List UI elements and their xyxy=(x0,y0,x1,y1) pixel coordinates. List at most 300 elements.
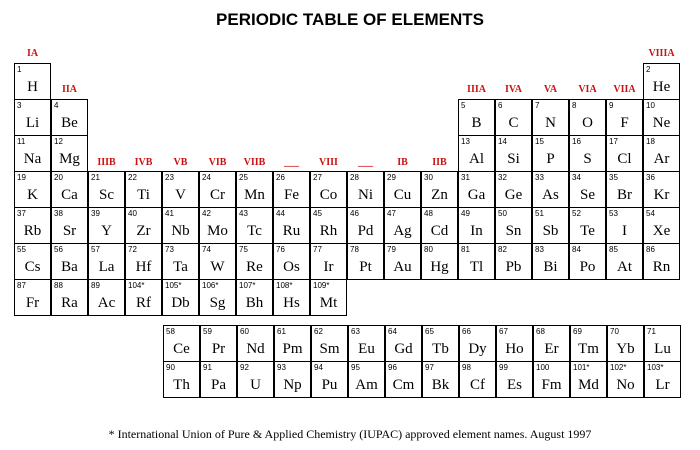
element-symbol: Mn xyxy=(244,187,265,203)
element-symbol: Sb xyxy=(542,223,559,239)
element-symbol: Re xyxy=(246,259,263,275)
atomic-number: 100 xyxy=(536,363,550,372)
atomic-number: 77 xyxy=(313,245,322,254)
atomic-number: 105* xyxy=(165,281,182,290)
element-cell xyxy=(569,243,606,280)
atomic-number: 42 xyxy=(202,209,211,218)
group-label: IIIB xyxy=(97,157,116,168)
atomic-number: 95 xyxy=(351,363,360,372)
atomic-number: 51 xyxy=(535,209,544,218)
element-symbol: Ti xyxy=(137,187,150,203)
group-label: IVA xyxy=(504,84,523,95)
element-symbol: Db xyxy=(171,295,190,311)
element-symbol: Se xyxy=(580,187,595,203)
element-symbol: Si xyxy=(507,151,520,167)
element-symbol: I xyxy=(622,223,627,239)
atomic-number: 88 xyxy=(54,281,63,290)
element-symbol: He xyxy=(652,79,671,95)
atomic-number: 29 xyxy=(387,173,396,182)
atomic-number: 9 xyxy=(609,101,614,110)
element-cell xyxy=(236,279,273,316)
element-cell xyxy=(495,135,532,172)
element-cell xyxy=(495,243,532,280)
atomic-number: 57 xyxy=(91,245,100,254)
element-cell xyxy=(643,63,680,100)
element-symbol: Er xyxy=(544,341,559,357)
element-symbol: Ce xyxy=(173,341,190,357)
element-cell xyxy=(162,171,199,208)
atomic-number: 101* xyxy=(573,363,590,372)
footnote: * International Union of Pure & Applied Chemistry (IUPAC) approved element names. August 1997 xyxy=(108,427,592,441)
atomic-number: 5 xyxy=(461,101,466,110)
atomic-number: 59 xyxy=(203,327,212,336)
element-symbol: Ir xyxy=(323,259,334,275)
atomic-number: 8 xyxy=(572,101,577,110)
element-cell xyxy=(570,361,607,398)
atomic-number: 7 xyxy=(535,101,540,110)
atomic-number: 6 xyxy=(498,101,503,110)
element-symbol: Li xyxy=(25,115,40,131)
element-cell xyxy=(532,135,569,172)
element-cell xyxy=(606,243,643,280)
element-symbol: Hf xyxy=(135,259,152,275)
element-cell xyxy=(273,243,310,280)
atomic-number: 66 xyxy=(462,327,471,336)
atomic-number: 83 xyxy=(535,245,544,254)
element-cell xyxy=(643,99,680,136)
element-symbol: Ca xyxy=(61,187,78,203)
element-symbol: Xe xyxy=(652,223,671,239)
element-symbol: Cl xyxy=(617,151,632,167)
element-cell xyxy=(569,207,606,244)
element-cell xyxy=(199,207,236,244)
element-symbol: Th xyxy=(173,377,190,393)
element-symbol: Mt xyxy=(319,295,338,311)
atomic-number: 62 xyxy=(314,327,323,336)
element-symbol: Ho xyxy=(505,341,524,357)
group-label: ___ xyxy=(284,157,299,168)
group-label: IIIA xyxy=(467,84,486,95)
atomic-number: 72 xyxy=(128,245,137,254)
element-cell xyxy=(347,243,384,280)
atomic-number: 52 xyxy=(572,209,581,218)
element-cell xyxy=(459,361,496,398)
atomic-number: 18 xyxy=(646,137,655,146)
element-symbol: K xyxy=(27,187,38,203)
atomic-number: 75 xyxy=(239,245,248,254)
atomic-number: 10 xyxy=(646,101,655,110)
atomic-number: 104* xyxy=(128,281,145,290)
element-symbol: As xyxy=(542,187,559,203)
element-cell xyxy=(125,207,162,244)
element-symbol: Y xyxy=(101,223,112,239)
element-cell xyxy=(88,279,125,316)
element-symbol: Sg xyxy=(209,295,226,311)
element-cell xyxy=(458,135,495,172)
element-symbol: Tb xyxy=(432,341,449,357)
element-cell xyxy=(237,325,274,362)
element-cell xyxy=(236,243,273,280)
element-symbol: Pm xyxy=(282,341,303,357)
element-cell xyxy=(532,99,569,136)
element-cell xyxy=(51,279,88,316)
element-symbol: B xyxy=(471,115,482,131)
atomic-number: 82 xyxy=(498,245,507,254)
element-symbol: La xyxy=(98,259,115,275)
element-cell xyxy=(569,135,606,172)
atomic-number: 76 xyxy=(276,245,285,254)
element-cell xyxy=(163,361,200,398)
element-symbol: Es xyxy=(507,377,522,393)
group-label: VIIIA xyxy=(648,48,675,59)
atomic-number: 73 xyxy=(165,245,174,254)
element-cell xyxy=(199,171,236,208)
atomic-number: 85 xyxy=(609,245,618,254)
element-cell xyxy=(384,243,421,280)
atomic-number: 80 xyxy=(424,245,433,254)
element-symbol: Rb xyxy=(23,223,42,239)
atomic-number: 12 xyxy=(54,137,63,146)
element-cell xyxy=(51,243,88,280)
element-symbol: Nb xyxy=(171,223,190,239)
element-symbol: Md xyxy=(578,377,599,393)
atomic-number: 3 xyxy=(17,101,22,110)
atomic-number: 19 xyxy=(17,173,26,182)
element-cell xyxy=(644,325,681,362)
group-label: IIA xyxy=(61,84,77,95)
element-cell xyxy=(125,243,162,280)
group-label: VB xyxy=(173,157,188,168)
element-symbol: Np xyxy=(283,377,302,393)
element-cell xyxy=(569,171,606,208)
element-symbol: F xyxy=(620,115,629,131)
element-symbol: W xyxy=(210,259,225,275)
group-label: IA xyxy=(26,48,39,59)
atomic-number: 54 xyxy=(646,209,655,218)
atomic-number: 17 xyxy=(609,137,618,146)
atomic-number: 30 xyxy=(424,173,433,182)
element-symbol: Bi xyxy=(543,259,558,275)
element-symbol: Tc xyxy=(247,223,262,239)
element-cell xyxy=(14,63,51,100)
element-cell xyxy=(569,99,606,136)
element-cell xyxy=(385,361,422,398)
element-symbol: Bk xyxy=(431,377,450,393)
element-symbol: Eu xyxy=(358,341,375,357)
element-cell xyxy=(14,171,51,208)
element-symbol: Zn xyxy=(431,187,448,203)
group-label: VA xyxy=(543,84,558,95)
element-symbol: Ar xyxy=(653,151,670,167)
element-symbol: Te xyxy=(580,223,595,239)
element-cell xyxy=(236,171,273,208)
atomic-number: 67 xyxy=(499,327,508,336)
group-label: VIB xyxy=(208,157,227,168)
atomic-number: 91 xyxy=(203,363,212,372)
element-cell xyxy=(14,207,51,244)
atomic-number: 4 xyxy=(54,101,59,110)
element-symbol: Pa xyxy=(211,377,226,393)
element-cell xyxy=(125,279,162,316)
atomic-number: 41 xyxy=(165,209,174,218)
atomic-number: 38 xyxy=(54,209,63,218)
element-cell xyxy=(643,207,680,244)
atomic-number: 15 xyxy=(535,137,544,146)
atomic-number: 98 xyxy=(462,363,471,372)
element-cell xyxy=(496,325,533,362)
element-symbol: N xyxy=(545,115,556,131)
element-cell xyxy=(421,171,458,208)
element-cell xyxy=(532,207,569,244)
atomic-number: 93 xyxy=(277,363,286,372)
element-cell xyxy=(422,325,459,362)
element-symbol: Am xyxy=(355,377,378,393)
element-cell xyxy=(236,207,273,244)
atomic-number: 50 xyxy=(498,209,507,218)
element-cell xyxy=(643,243,680,280)
atomic-number: 74 xyxy=(202,245,211,254)
atomic-number: 97 xyxy=(425,363,434,372)
element-cell xyxy=(347,207,384,244)
element-cell xyxy=(200,361,237,398)
element-cell xyxy=(533,325,570,362)
element-symbol: Sm xyxy=(319,341,340,357)
atomic-number: 58 xyxy=(166,327,175,336)
atomic-number: 108* xyxy=(276,281,293,290)
element-cell xyxy=(162,279,199,316)
element-cell xyxy=(237,361,274,398)
atomic-number: 90 xyxy=(166,363,175,372)
atomic-number: 13 xyxy=(461,137,470,146)
element-symbol: Al xyxy=(469,151,484,167)
element-cell xyxy=(458,99,495,136)
element-symbol: Ba xyxy=(61,259,78,275)
element-symbol: Ac xyxy=(97,295,116,311)
atomic-number: 28 xyxy=(350,173,359,182)
atomic-number: 78 xyxy=(350,245,359,254)
atomic-number: 33 xyxy=(535,173,544,182)
atomic-number: 70 xyxy=(610,327,619,336)
atomic-number: 109* xyxy=(313,281,330,290)
element-cell xyxy=(607,325,644,362)
element-symbol: Gd xyxy=(394,341,413,357)
atomic-number: 16 xyxy=(572,137,581,146)
element-symbol: Cu xyxy=(393,187,412,203)
atomic-number: 48 xyxy=(424,209,433,218)
element-cell xyxy=(51,99,88,136)
element-symbol: Pr xyxy=(211,341,226,357)
element-symbol: Sr xyxy=(62,223,77,239)
atomic-number: 71 xyxy=(647,327,656,336)
element-symbol: Po xyxy=(579,259,596,275)
element-symbol: Br xyxy=(617,187,632,203)
element-cell xyxy=(532,171,569,208)
element-cell xyxy=(496,361,533,398)
element-cell xyxy=(385,325,422,362)
element-cell xyxy=(310,207,347,244)
element-symbol: Os xyxy=(283,259,300,275)
atomic-number: 1 xyxy=(17,65,22,74)
atomic-number: 61 xyxy=(277,327,286,336)
atomic-number: 79 xyxy=(387,245,396,254)
element-symbol: Ag xyxy=(393,223,412,239)
element-cell xyxy=(643,171,680,208)
element-cell xyxy=(495,207,532,244)
element-symbol: Bh xyxy=(245,295,264,311)
element-cell xyxy=(14,135,51,172)
atomic-number: 53 xyxy=(609,209,618,218)
element-symbol: Cr xyxy=(210,187,225,203)
element-cell xyxy=(347,171,384,208)
atomic-number: 107* xyxy=(239,281,256,290)
element-symbol: Ru xyxy=(282,223,301,239)
atomic-number: 14 xyxy=(498,137,507,146)
element-cell xyxy=(644,361,681,398)
element-cell xyxy=(310,243,347,280)
element-cell xyxy=(606,171,643,208)
atomic-number: 26 xyxy=(276,173,285,182)
element-cell xyxy=(14,243,51,280)
element-symbol: Sn xyxy=(505,223,522,239)
element-cell xyxy=(643,135,680,172)
element-cell xyxy=(273,207,310,244)
element-symbol: H xyxy=(27,79,38,95)
element-symbol: Tl xyxy=(469,259,484,275)
element-symbol: Co xyxy=(319,187,338,203)
element-symbol: Au xyxy=(393,259,412,275)
element-cell xyxy=(273,171,310,208)
atomic-number: 27 xyxy=(313,173,322,182)
element-cell xyxy=(14,279,51,316)
group-label: VIII xyxy=(319,157,338,168)
atomic-number: 37 xyxy=(17,209,26,218)
atomic-number: 106* xyxy=(202,281,219,290)
element-cell xyxy=(606,135,643,172)
element-cell xyxy=(311,325,348,362)
atomic-number: 99 xyxy=(499,363,508,372)
group-label: VIIA xyxy=(613,84,636,95)
atomic-number: 47 xyxy=(387,209,396,218)
element-symbol: Cm xyxy=(392,377,415,393)
element-symbol: Yb xyxy=(616,341,635,357)
element-cell xyxy=(422,361,459,398)
element-cell xyxy=(348,325,385,362)
atomic-number: 55 xyxy=(17,245,26,254)
atomic-number: 56 xyxy=(54,245,63,254)
atomic-number: 46 xyxy=(350,209,359,218)
element-cell xyxy=(274,325,311,362)
atomic-number: 39 xyxy=(91,209,100,218)
group-label: VIA xyxy=(578,84,597,95)
element-symbol: Rn xyxy=(652,259,671,275)
element-symbol: Tm xyxy=(578,341,599,357)
atomic-number: 2 xyxy=(646,65,651,74)
atomic-number: 81 xyxy=(461,245,470,254)
element-symbol: Hg xyxy=(430,259,449,275)
atomic-number: 45 xyxy=(313,209,322,218)
element-symbol: In xyxy=(470,223,483,239)
element-symbol: Nd xyxy=(246,341,265,357)
element-symbol: Pu xyxy=(321,377,338,393)
atomic-number: 64 xyxy=(388,327,397,336)
element-symbol: C xyxy=(508,115,519,131)
element-symbol: Hs xyxy=(283,295,300,311)
element-symbol: Rf xyxy=(136,295,151,311)
element-cell xyxy=(421,243,458,280)
atomic-number: 49 xyxy=(461,209,470,218)
atomic-number: 43 xyxy=(239,209,248,218)
element-symbol: Ta xyxy=(173,259,188,275)
element-symbol: Dy xyxy=(468,341,487,357)
atomic-number: 32 xyxy=(498,173,507,182)
element-symbol: Lr xyxy=(655,377,670,393)
group-label: ___ xyxy=(358,157,373,168)
element-cell xyxy=(533,361,570,398)
element-symbol: Fr xyxy=(25,295,40,311)
atomic-number: 84 xyxy=(572,245,581,254)
element-cell xyxy=(162,207,199,244)
atomic-number: 23 xyxy=(165,173,174,182)
element-cell xyxy=(384,207,421,244)
element-cell xyxy=(199,243,236,280)
element-symbol: Fe xyxy=(284,187,299,203)
element-cell xyxy=(311,361,348,398)
element-cell xyxy=(607,361,644,398)
element-symbol: P xyxy=(546,151,555,167)
atomic-number: 40 xyxy=(128,209,137,218)
element-cell xyxy=(606,99,643,136)
element-cell xyxy=(606,207,643,244)
element-cell xyxy=(310,171,347,208)
atomic-number: 102* xyxy=(610,363,627,372)
element-symbol: V xyxy=(175,187,186,203)
element-cell xyxy=(125,171,162,208)
element-symbol: At xyxy=(617,259,632,275)
element-cell xyxy=(51,171,88,208)
element-symbol: Be xyxy=(61,115,78,131)
element-cell xyxy=(458,243,495,280)
element-symbol: Mo xyxy=(207,223,228,239)
element-symbol: Cf xyxy=(470,377,485,393)
element-cell xyxy=(162,243,199,280)
element-cell xyxy=(532,243,569,280)
element-cell xyxy=(458,171,495,208)
element-symbol: Na xyxy=(23,151,42,167)
element-symbol: Mg xyxy=(59,151,80,167)
atomic-number: 65 xyxy=(425,327,434,336)
element-cell xyxy=(88,243,125,280)
element-symbol: Pt xyxy=(359,259,372,275)
element-cell xyxy=(421,207,458,244)
page-title: PERIODIC TABLE OF ELEMENTS xyxy=(216,10,484,29)
element-symbol: Rh xyxy=(319,223,338,239)
element-cell xyxy=(200,325,237,362)
atomic-number: 89 xyxy=(91,281,100,290)
atomic-number: 31 xyxy=(461,173,470,182)
element-symbol: Lu xyxy=(654,341,671,357)
element-symbol: Sc xyxy=(99,187,114,203)
element-symbol: Kr xyxy=(653,187,670,203)
element-symbol: Ra xyxy=(61,295,78,311)
element-cell xyxy=(495,99,532,136)
atomic-number: 20 xyxy=(54,173,63,182)
atomic-number: 60 xyxy=(240,327,249,336)
atomic-number: 87 xyxy=(17,281,26,290)
atomic-number: 96 xyxy=(388,363,397,372)
element-cell xyxy=(88,207,125,244)
element-cell xyxy=(384,171,421,208)
element-cell xyxy=(459,325,496,362)
